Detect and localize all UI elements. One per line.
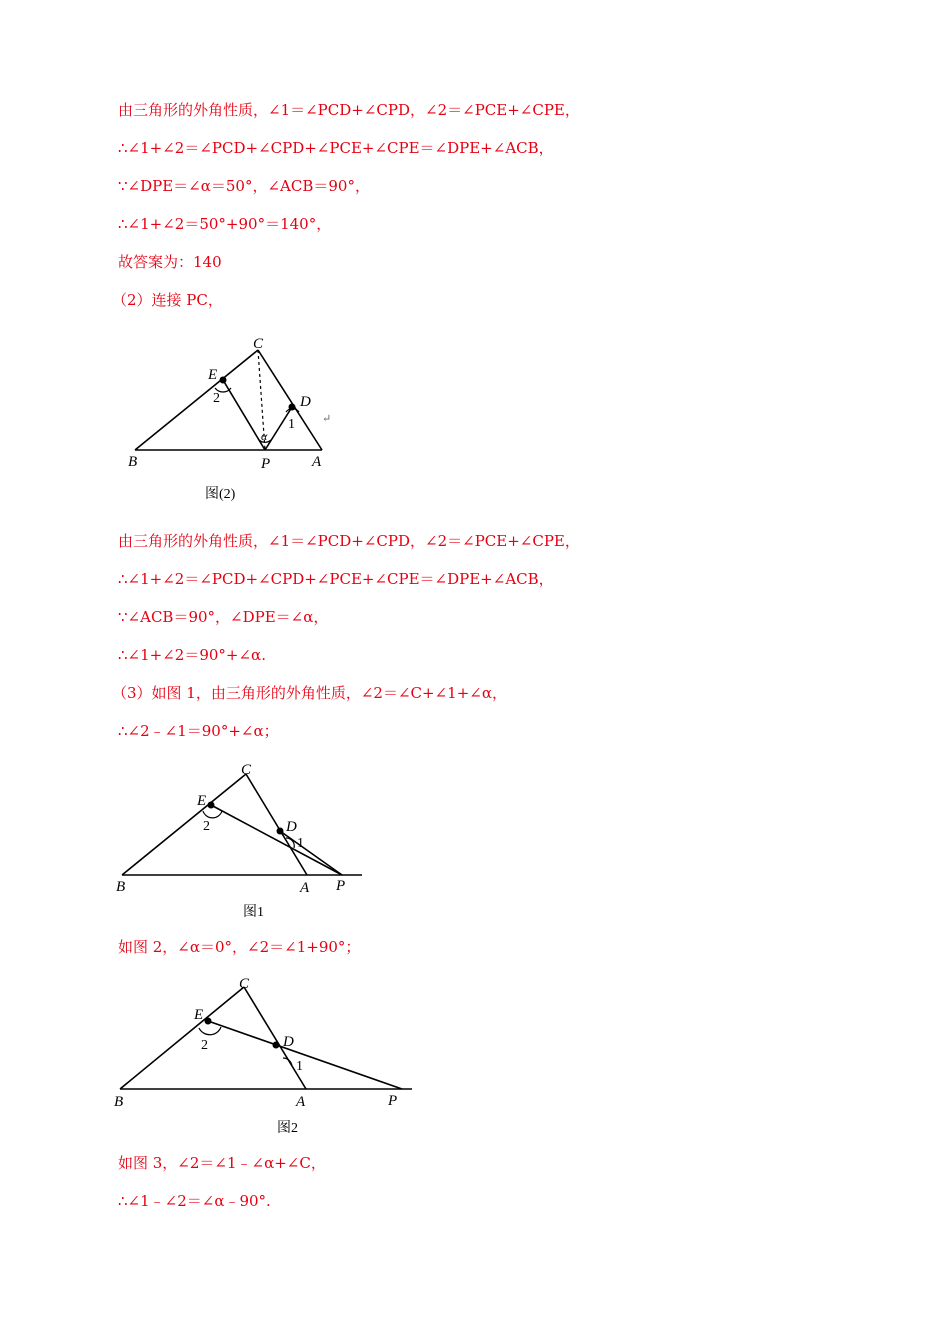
label-angle-2: 2 [201,1038,208,1053]
figure-1-diagram [110,758,380,928]
figure-2-caption: 图(2) [205,487,236,502]
text-line-14: 如图 3，∠2＝∠1﹣∠α+∠C， [118,1154,326,1172]
text-line-3: ∵∠DPE＝∠α＝50°，∠ACB＝90°， [118,177,370,195]
label-d: D [286,819,297,835]
label-c: C [239,976,250,992]
text-line-8: ∴∠1+∠2＝∠PCD+∠CPD+∠PCE+∠CPE＝∠DPE+∠ACB， [118,570,554,588]
label-e: E [208,367,218,383]
label-angle-2: 2 [203,819,210,834]
label-p: P [388,1093,398,1109]
figure-2-diagram [110,330,350,510]
text-line-2: ∴∠1+∠2＝∠PCD+∠CPD+∠PCE+∠CPE＝∠DPE+∠ACB， [118,139,554,157]
label-angle-1: 1 [296,1059,303,1074]
figure-1-caption: 图1 [243,905,264,920]
label-d: D [283,1034,294,1050]
label-angle-1: 1 [288,417,295,432]
label-angle-2: 2 [213,391,220,406]
label-e: E [197,793,207,809]
figure-2b-caption: 图2 [277,1121,298,1136]
text-line-12: ∴∠2﹣∠1＝90°+∠α； [118,722,279,740]
text-line-13: 如图 2，∠α＝0°，∠2＝∠1+90°； [118,938,361,956]
label-c: C [241,762,252,778]
label-p: P [336,878,346,894]
text-line-5: 故答案为：140 [118,253,222,271]
figure-2b-diagram [110,972,420,1142]
label-e: E [194,1007,204,1023]
text-line-6: （2）连接 PC， [112,291,223,309]
label-c: C [253,336,264,352]
label-a: A [312,454,322,470]
label-angle-1: 1 [297,836,304,851]
text-line-1: 由三角形的外角性质，∠1＝∠PCD+∠CPD，∠2＝∠PCE+∠CPE， [118,101,580,119]
text-line-9: ∵∠ACB＝90°，∠DPE＝∠α， [118,608,329,626]
label-b: B [116,879,126,895]
label-b: B [128,454,138,470]
text-line-7: 由三角形的外角性质，∠1＝∠PCD+∠CPD，∠2＝∠PCE+∠CPE， [118,532,580,550]
label-a: A [296,1094,306,1110]
label-p: P [261,456,271,472]
label-alpha: α [261,429,268,443]
text-line-15: ∴∠1﹣∠2＝∠α﹣90°. [118,1192,271,1210]
label-d: D [300,394,311,410]
text-line-11: （3）如图 1，由三角形的外角性质，∠2＝∠C+∠1+∠α， [112,684,507,702]
label-a: A [300,880,310,896]
label-b: B [114,1094,124,1110]
text-line-4: ∴∠1+∠2＝50°+90°＝140°， [118,215,332,233]
paragraph-mark-icon: ↵ [322,413,332,425]
text-line-10: ∴∠1+∠2＝90°+∠α. [118,646,266,664]
